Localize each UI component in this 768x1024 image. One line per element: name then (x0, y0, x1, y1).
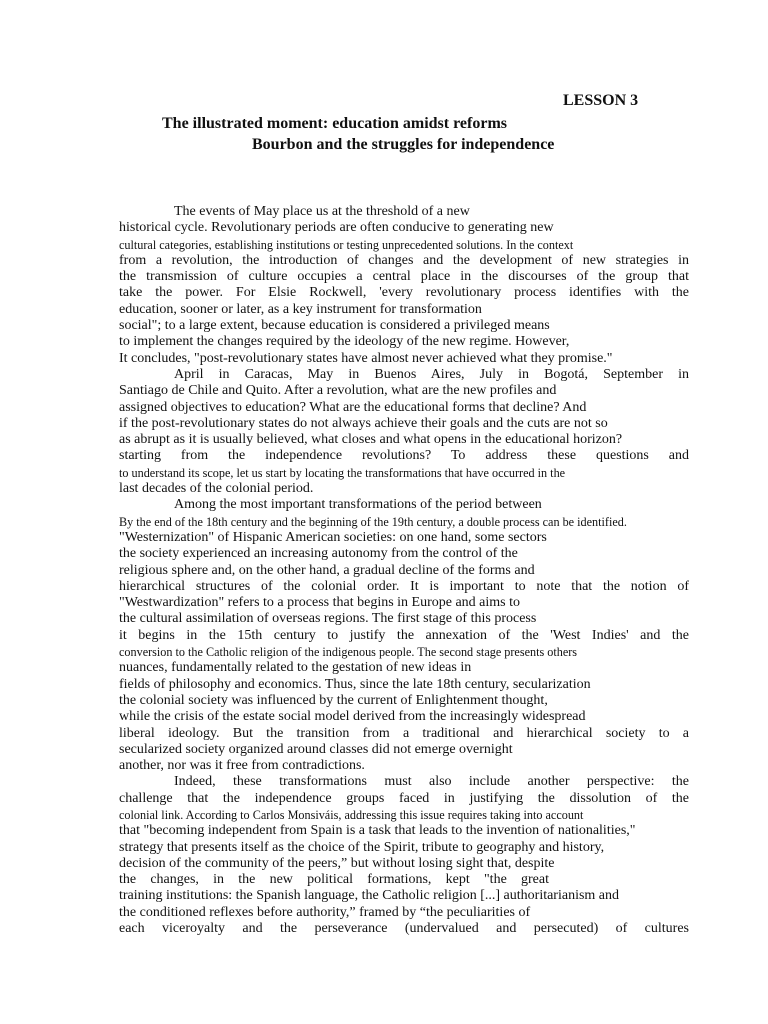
text-line: secularized society organized around classes did not emerge overnight (119, 741, 513, 757)
text-line: cultural categories, establishing institutions or testing unprecedented solutions. In the context (119, 237, 574, 252)
text-line: fields of philosophy and economics. Thus, since the late 18th century, secularization (119, 676, 591, 692)
text-line: By the end of the 18th century and the beginning of the 19th century, a double process can be identified. (119, 514, 627, 529)
text-line: The events of May place us at the threshold of a new (174, 204, 470, 219)
text-line: to implement the changes required by the ideology of the new regime. However, (119, 334, 570, 350)
text-line: to understand its scope, let us start by locating the transformations that have occurred in the (119, 465, 566, 480)
text-line: "Westwardization" refers to a process that begins in Europe and aims to (119, 595, 521, 611)
title-line-1: The illustrated moment: education amidst reforms (162, 115, 507, 132)
text-line: if the post-revolutionary states do not always achieve their goals and the cuts are not so (119, 415, 608, 431)
text-line: historical cycle. Revolutionary periods are often conducive to generating new (119, 220, 554, 236)
text-line: as abrupt as it is usually believed, what closes and what opens in the educational horizon? (119, 432, 623, 448)
text-line: take the power. For Elsie Rockwell, 'every revolutionary process identifies with the (119, 285, 689, 301)
text-line: strategy that presents itself as the choice of the Spirit, tribute to geography and history, (119, 839, 605, 855)
text-line: social"; to a large extent, because education is considered a privileged means (119, 318, 550, 334)
text-line: the transmission of culture occupies a central place in the discourses of the group that (119, 269, 689, 285)
text-line: education, sooner or later, as a key instrument for transformation (119, 301, 482, 317)
text-line: nuances, fundamentally related to the gestation of new ideas in (119, 660, 472, 676)
text-line: religious sphere and, on the other hand, a gradual decline of the forms and (119, 562, 535, 578)
text-line: Santiago de Chile and Quito. After a revolution, what are the new profiles and (119, 383, 557, 399)
text-line: challenge that the independence groups faced in justifying the dissolution of the (119, 790, 689, 806)
lesson-number: LESSON 3 (563, 92, 639, 109)
text-line: It concludes, "post-revolutionary states have almost never achieved what they promise." (119, 350, 613, 366)
text-line: training institutions: the Spanish language, the Catholic religion [...] authoritarianism and (119, 888, 620, 904)
text-line: hierarchical structures of the colonial order. It is important to note that the notion of (119, 578, 689, 594)
text-line: Among the most important transformations of the period between (174, 497, 542, 513)
title-line-2: Bourbon and the struggles for independence (252, 136, 555, 153)
text-line: "Westernization" of Hispanic American societies: on one hand, some sectors (119, 529, 547, 545)
text-line: conversion to the Catholic religion of the indigenous people. The second stage presents others (119, 645, 578, 660)
text-line: April in Caracas, May in Buenos Aires, July in Bogotá, September in (174, 366, 689, 382)
text-line: the colonial society was influenced by the current of Enlightenment thought, (119, 692, 548, 708)
text-line: Indeed, these transformations must also include another perspective: the (174, 774, 689, 790)
text-line: it begins in the 15th century to justify the annexation of the 'West Indies' and the (119, 627, 689, 643)
body-text (119, 204, 689, 937)
text-line: decision of the community of the peers,” but without losing sight that, despite (119, 855, 555, 871)
text-line: another, nor was it free from contradictions. (119, 758, 365, 774)
text-line: liberal ideology. But the transition from a traditional and hierarchical society to a (119, 725, 689, 741)
text-line: the cultural assimilation of overseas regions. The first stage of this process (119, 611, 537, 627)
text-line: from a revolution, the introduction of changes and the development of new strategies in (119, 252, 689, 268)
text-line: that "becoming independent from Spain is a task that leads to the invention of nationalities," (119, 823, 636, 839)
text-line: while the crisis of the estate social model derived from the increasingly widespread (119, 709, 586, 725)
text-line: assigned objectives to education? What are the educational forms that decline? And (119, 399, 587, 415)
text-line: starting from the independence revolutions? To address these questions and (119, 448, 689, 464)
text-line: the conditioned reflexes before authority,” framed by “the peculiarities of (119, 904, 531, 920)
text-line: colonial link. According to Carlos Monsiváis, addressing this issue requires taking into account (119, 807, 584, 822)
text-line: the changes, in the new political formations, kept "the great (119, 872, 549, 888)
text-line: each viceroyalty and the perseverance (undervalued and persecuted) of cultures (119, 921, 689, 937)
text-line: last decades of the colonial period. (119, 481, 314, 497)
text-line: the society experienced an increasing autonomy from the control of the (119, 546, 518, 562)
